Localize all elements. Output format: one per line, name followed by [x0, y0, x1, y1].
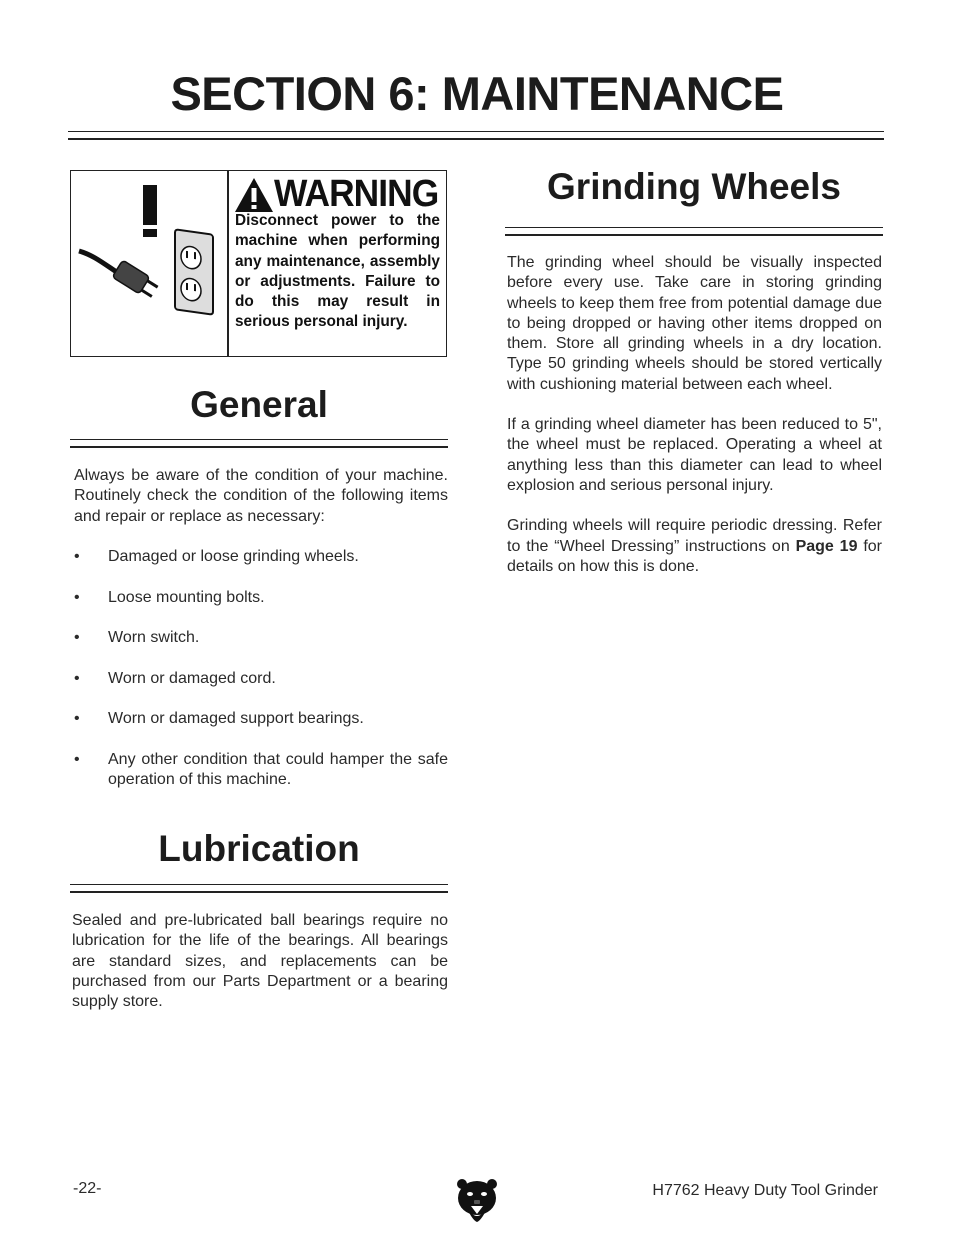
page-reference-link: Page 19 — [795, 537, 858, 555]
warning-box — [70, 170, 447, 357]
warning-text: Disconnect power to the machine when performing any maintenance, assembly or adjustments. Failure to do this may result in serious personal injury. — [235, 212, 440, 331]
list-item: • Any other condition that could hamper the safe operation of this machine. — [74, 750, 448, 789]
warning-heading: WARNING — [274, 173, 439, 215]
grinding-wheels-heading: Grinding Wheels — [547, 166, 841, 207]
general-checklist — [74, 547, 448, 811]
grinding-wheels-body — [507, 253, 882, 597]
lubrication-rule — [70, 884, 448, 893]
general-heading: General — [190, 384, 328, 425]
plug-outlet-icon — [73, 173, 223, 353]
title-rule — [68, 131, 884, 140]
list-item: • Worn or damaged cord. — [74, 669, 276, 687]
lubrication-text: Sealed and pre-lubricated ball bearings require no lubrication for the life of the bearings. All bearings are standard sizes, and replacements can be purchased from our Parts Department or a bearing supply store. — [72, 912, 448, 1011]
footer-model: H7762 Heavy Duty Tool Grinder — [652, 1182, 878, 1199]
list-item: • Loose mounting bolts. — [74, 588, 265, 606]
general-intro: Always be aware of the condition of your machine. Routinely check the condition of the following items and repair or replace as necessary: — [74, 467, 448, 525]
grinding-wheels-rule — [505, 227, 883, 236]
lubrication-heading: Lubrication — [158, 828, 360, 869]
grinding-wheels-p2: If a grinding wheel diameter has been reduced to 5", the wheel must be replaced. Operating a wheel at anything less than this diameter can lead to wheel explosion and serious personal injury. — [507, 416, 882, 494]
list-item: • Damaged or loose grinding wheels. — [74, 548, 359, 565]
warning-header — [234, 175, 444, 215]
list-item: • Worn or damaged support bearings. — [74, 710, 364, 728]
warning-triangle-icon — [234, 177, 274, 213]
grinding-wheels-p3: Grinding wheels will require periodic dressing. Refer to the “Wheel Dressing” instructions on Page 19 for details on how this is done. — [507, 517, 883, 575]
general-rule — [70, 439, 448, 448]
list-item: • Worn switch. — [74, 629, 200, 647]
bear-logo-icon — [456, 1176, 498, 1224]
page-number: -22- — [73, 1180, 102, 1197]
page-title: SECTION 6: MAINTENANCE — [170, 67, 784, 120]
grinding-wheels-p1: The grinding wheel should be visually inspected before every use. Take care in storing grinding wheels to keep them free from potential damage due to being dropped or having other items dropped on them. Store all grinding wheels in a dry location. Type 50 grinding wheels should be stored vertically with cushioning material between each wheel. — [507, 254, 882, 393]
